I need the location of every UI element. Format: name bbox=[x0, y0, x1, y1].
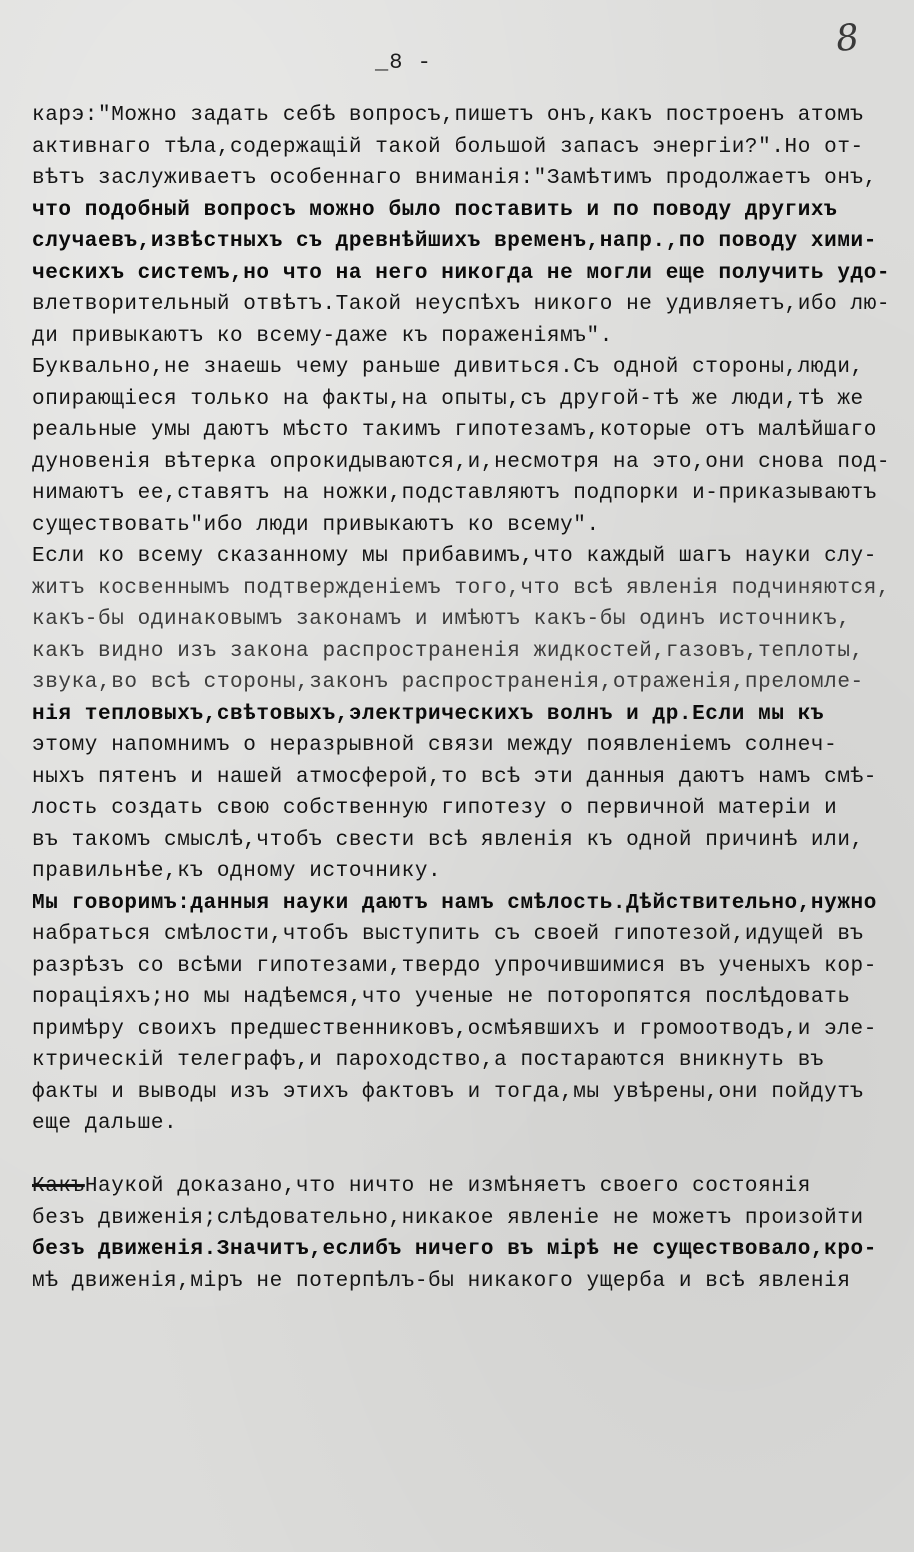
struck-word: Какъ bbox=[32, 1175, 85, 1198]
text-line bbox=[32, 1140, 892, 1172]
text-line bbox=[32, 478, 892, 510]
text-line-content: существовать"ибо люди привыкаютъ ко всему". bbox=[32, 513, 600, 537]
text-line-content: житъ косвеннымъ подтвержденіемъ того,что всѣ явленія подчиняются, bbox=[32, 576, 891, 600]
text-line-content: ныхъ пятенъ и нашей атмосферой,то всѣ эти данныя даютъ намъ смѣ- bbox=[32, 765, 877, 789]
text-line-content: опирающіеся только на факты,на опыты,съ другой-тѣ же люди,тѣ же bbox=[32, 387, 864, 411]
text-line bbox=[32, 856, 892, 888]
text-line bbox=[32, 1171, 892, 1203]
text-line-content bbox=[32, 1144, 45, 1167]
text-line-content: какъ видно изъ закона распространенія жидкостей,газовъ,теплоты, bbox=[32, 639, 864, 663]
text-line-content: Буквально,не знаешь чему раньше дивиться.Съ одной стороны,люди, bbox=[32, 356, 864, 379]
text-line bbox=[32, 163, 892, 195]
text-line bbox=[32, 636, 892, 668]
text-line bbox=[32, 699, 892, 731]
text-line-content: ктрическій телеграфъ,и пароходство,а постараются вникнуть въ bbox=[32, 1049, 825, 1072]
text-line-content: лость создать свою собственную гипотезу о первичной матеріи и bbox=[32, 797, 838, 820]
text-line-content: что подобный вопросъ можно было поставить и по поводу другихъ bbox=[32, 198, 838, 222]
text-line-content: въ такомъ смыслѣ,чтобъ свести всѣ явленія къ одной причинѣ или, bbox=[32, 828, 864, 852]
text-line-content: ди привыкаютъ ко всему-даже къ пораженіямъ". bbox=[32, 324, 613, 348]
text-line-content: случаевъ,извѣстныхъ съ древнѣйшихъ временъ,напр.,по поводу хими- bbox=[32, 230, 877, 253]
text-line-content: карэ:"Можно задать себѣ вопросъ,пишетъ онъ,какъ построенъ атомъ bbox=[32, 104, 864, 127]
text-line-content: звука,во всѣ стороны,законъ распространенія,отраженія,преломле- bbox=[32, 671, 864, 694]
text-line bbox=[32, 793, 892, 825]
text-line bbox=[32, 1266, 892, 1298]
text-line-content: факты и выводы изъ этихъ фактовъ и тогда,мы увѣрены,они пойдутъ bbox=[32, 1080, 864, 1104]
text-line bbox=[32, 1234, 892, 1266]
text-line bbox=[32, 258, 892, 290]
text-line bbox=[32, 1077, 892, 1109]
text-line bbox=[32, 919, 892, 951]
text-line bbox=[32, 573, 892, 605]
text-line-content: Наукой доказано,что ничто не измѣняетъ своего состоянія bbox=[84, 1175, 811, 1198]
text-line-content: реальные умы даютъ мѣсто такимъ гипотезамъ,которые отъ малѣйшаго bbox=[32, 419, 877, 442]
text-line-content: влетворительный отвѣтъ.Такой неуспѣхъ никого не удивляетъ,ибо лю- bbox=[32, 293, 891, 316]
text-line bbox=[32, 352, 892, 384]
text-line bbox=[32, 951, 892, 983]
folio-mark: 8 bbox=[833, 16, 861, 61]
text-line-content: ческихъ системъ,но что на него никогда не могли еще получить удо- bbox=[32, 261, 891, 285]
text-line bbox=[32, 1045, 892, 1077]
text-line-content: Если ко всему сказанному мы прибавимъ,что каждый шагъ науки слу- bbox=[32, 545, 877, 568]
text-line-content: мѣ движенія,міръ не потерпѣлъ-бы никакого ущерба и всѣ явленія bbox=[32, 1269, 851, 1293]
text-line-content: набраться смѣлости,чтобъ выступить съ своей гипотезой,идущей въ bbox=[32, 923, 864, 946]
text-line bbox=[32, 226, 892, 258]
text-line bbox=[32, 415, 892, 447]
text-line bbox=[32, 1108, 892, 1140]
text-line bbox=[32, 384, 892, 416]
text-line bbox=[32, 289, 892, 321]
page-number: _8 - bbox=[375, 50, 432, 75]
text-line bbox=[32, 195, 892, 227]
text-line-content: нимаютъ ее,ставятъ на ножки,подставляютъ подпорки и-приказываютъ bbox=[32, 482, 877, 505]
text-line bbox=[32, 982, 892, 1014]
text-line bbox=[32, 541, 892, 573]
text-line-content: еще дальше. bbox=[32, 1112, 178, 1135]
text-line bbox=[32, 762, 892, 794]
text-line-content: дуновенія вѣтерка опрокидываются,и,несмотря на это,они снова под- bbox=[32, 450, 891, 474]
text-line bbox=[32, 510, 892, 542]
text-line bbox=[32, 1203, 892, 1235]
text-line bbox=[32, 888, 892, 920]
text-line-content: этому напомнимъ о неразрывной связи между появленіемъ солнеч- bbox=[32, 734, 838, 757]
text-line bbox=[32, 132, 892, 164]
text-line bbox=[32, 667, 892, 699]
text-line-content: безъ движенія.Значитъ,еслибъ ничего въ мірѣ не существовало,кро- bbox=[32, 1238, 877, 1261]
text-line-content: нія тепловыхъ,свѣтовыхъ,электрическихъ волнъ и др.Если мы къ bbox=[32, 702, 825, 726]
text-line bbox=[32, 730, 892, 762]
text-line-content: какъ-бы одинаковымъ законамъ и имѣютъ какъ-бы одинъ источникъ, bbox=[32, 608, 851, 631]
typed-text-body bbox=[32, 100, 892, 1297]
text-line bbox=[32, 321, 892, 353]
text-line bbox=[32, 604, 892, 636]
text-line-content: Мы говоримъ:данныя науки даютъ намъ смѣлость.Дѣйствительно,нужно bbox=[32, 891, 877, 915]
text-line bbox=[32, 100, 892, 132]
text-line-content: примѣру своихъ предшественниковъ,осмѣявшихъ и громоотводъ,и эле- bbox=[32, 1017, 877, 1041]
text-line bbox=[32, 1014, 892, 1046]
text-line-content: пораціяхъ;но мы надѣемся,что ученые не поторопятся послѣдовать bbox=[32, 986, 851, 1009]
text-line-content: безъ движенія;слѣдовательно,никакое явленіе не можетъ произойти bbox=[32, 1206, 864, 1230]
text-line-content: разрѣзъ со всѣми гипотезами,твердо упрочившимися въ ученыхъ кор- bbox=[32, 954, 877, 978]
text-line bbox=[32, 825, 892, 857]
text-line-content: активнаго тѣла,содержащій такой большой запасъ энергіи?".Но от- bbox=[32, 135, 864, 159]
text-line-content: правильнѣе,къ одному источнику. bbox=[32, 860, 442, 883]
text-line bbox=[32, 447, 892, 479]
text-line-content: вѣтъ заслуживаетъ особеннаго вниманія:"Замѣтимъ продолжаетъ онъ, bbox=[32, 167, 877, 190]
